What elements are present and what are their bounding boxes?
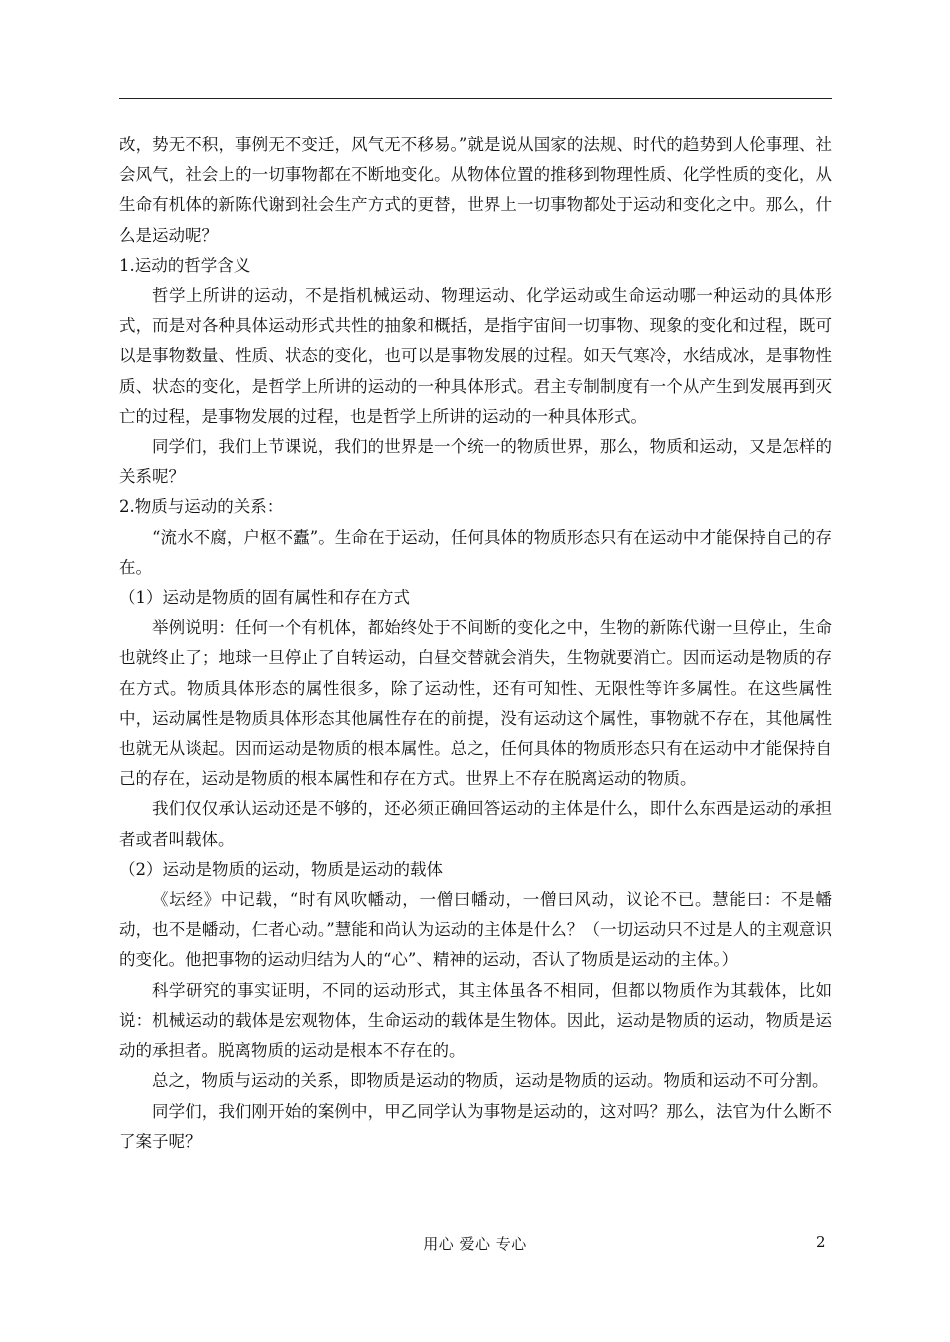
paragraph-tanjing: 《坛经》中记载，“时有风吹幡动，一僧曰幡动，一僧曰风动，议论不已。慧能曰：不是幡动，也不是幡动，仁者心动。”慧能和尚认为运动的主体是什么？（一切运动只不过是人的主观意识的变化。他把事物的运动归结为人的“心”、精神的运动，否认了物质是运动的主体。） xyxy=(119,890,832,970)
subsection-heading-1: （1）运动是物质的固有属性和存在方式 xyxy=(119,588,410,608)
document-body xyxy=(119,130,832,1157)
paragraph-subject-question: 我们仅仅承认运动还是不够的，还必须正确回答运动的主体是什么，即什么东西是运动的承担者或者叫载体。 xyxy=(119,799,832,849)
paragraph-proverb: “流水不腐，户枢不蠹”。生命在于运动，任何具体的物质形态只有在运动中才能保持自己的存在。 xyxy=(119,527,832,577)
paragraph-closing-question: 同学们，我们刚开始的案例中，甲乙同学认为事物是运动的，这对吗？那么，法官为什么断不了案子呢？ xyxy=(119,1101,832,1151)
paragraph-science: 科学研究的事实证明，不同的运动形式，其主体虽各不相同，但都以物质作为其载体，比如说：机械运动的载体是宏观物体，生命运动的载体是生物体。因此，运动是物质的运动，物质是运动的承担者。脱离物质的运动是根本不存在的。 xyxy=(119,980,832,1061)
paragraph-summary: 总之，物质与运动的关系，即物质是运动的物质，运动是物质的运动。物质和运动不可分割。 xyxy=(152,1071,829,1091)
section-heading-1: 1.运动的哲学含义 xyxy=(119,255,251,275)
paragraph-motion-definition: 哲学上所讲的运动，不是指机械运动、物理运动、化学运动或生命运动哪一种运动的具体形式，而是对各种具体运动形式共性的抽象和概括，是指宇宙间一切事物、现象的变化和过程，既可以是事物数量、性质、状态的变化，也可以是事物发展的过程。如天气寒冷，水结成冰，是事物性质、状态的变化，是哲学上所讲的运动的一种具体形式。君主专制制度有一个从产生到发展再到灭亡的过程，是事物发展的过程，也是哲学上所讲的运动的一种具体形式。 xyxy=(119,286,832,426)
paragraph-intro-continued: 改，势无不积，事例无不变迁，风气无不移易。”就是说从国家的法规、时代的趋势到人伦事理、社会风气，社会上的一切事物都在不断地变化。从物体位置的推移到物理性质、化学性质的变化，从生命有机体的新陈代谢到社会生产方式的更替，世界上一切事物都处于运动和变化之中。那么，什么是运动呢？ xyxy=(119,135,832,245)
subsection-heading-2: （2）运动是物质的运动，物质是运动的载体 xyxy=(119,859,443,879)
footer-motto: 用心 爱心 专心 xyxy=(423,1235,527,1253)
paragraph-examples: 举例说明：任何一个有机体，都始终处于不间断的变化之中，生物的新陈代谢一旦停止，生命也就终止了；地球一旦停止了自转运动，白昼交替就会消失，生物就要消亡。因而运动是物质的存在方式。物质具体形态的属性很多，除了运动性，还有可知性、无限性等许多属性。在这些属性中，运动属性是物质具体形态其他属性存在的前提，没有运动这个属性，事物就不存在，其他属性也就无从谈起。因而运动是物质的根本属性。总之，任何具体的物质形态只有在运动中才能保持自己的存在，运动是物质的根本属性和存在方式。世界上不存在脱离运动的物质。 xyxy=(119,618,832,789)
paragraph-question-relation: 同学们，我们上节课说，我们的世界是一个统一的物质世界，那么，物质和运动，又是怎样的关系呢？ xyxy=(119,437,832,487)
header-rule xyxy=(119,98,832,99)
page-number: 2 xyxy=(816,1233,826,1251)
section-heading-2: 2.物质与运动的关系： xyxy=(119,497,284,517)
